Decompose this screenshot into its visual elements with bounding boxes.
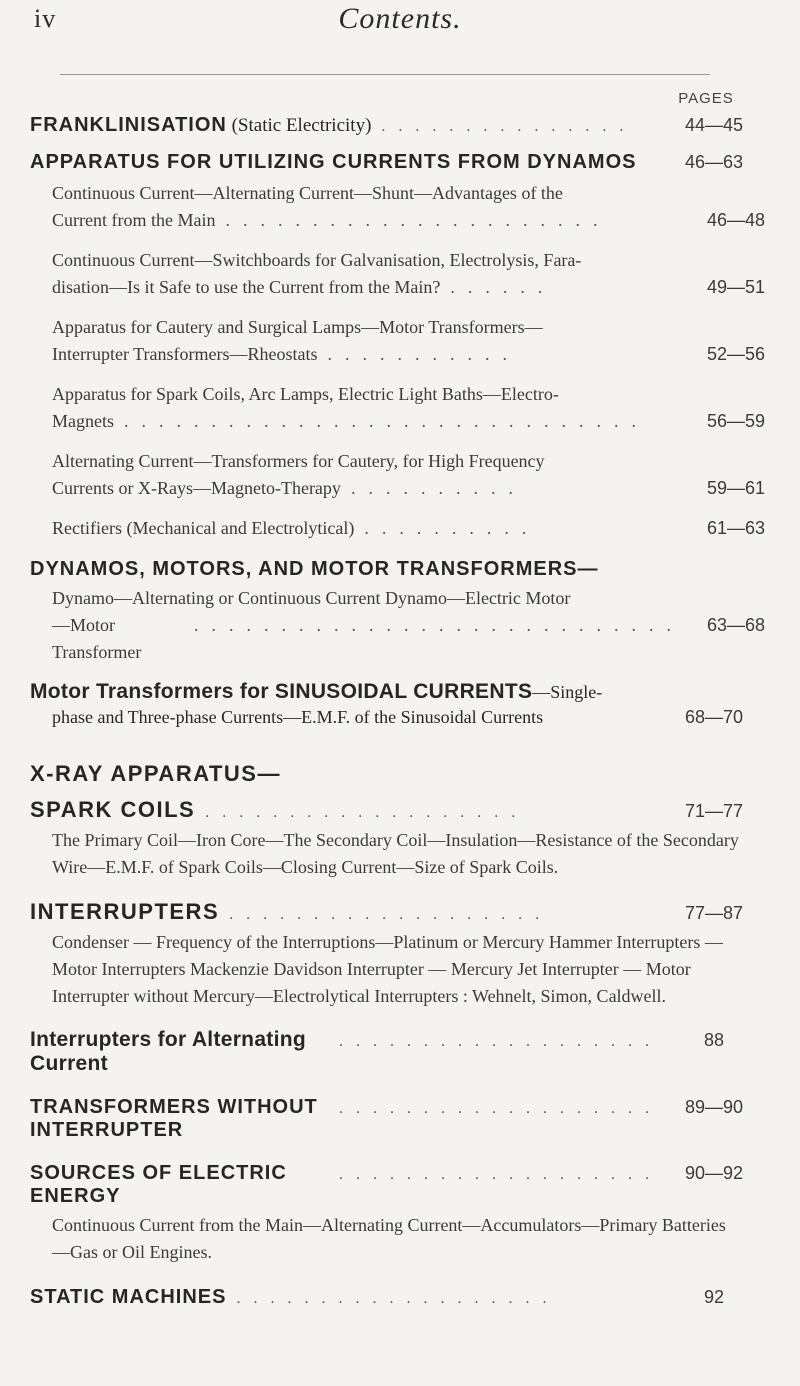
table-of-contents — [30, 114, 766, 1309]
entry-pages: 52—56 — [706, 344, 766, 364]
toc-entry-interrupters-alternating — [30, 1028, 766, 1076]
entry-text: Apparatus for Cautery and Surgical Lamps—Motor Transformers— — [52, 317, 543, 337]
toc-entry-franklinisation — [30, 114, 766, 137]
toc-entry-sources — [30, 1162, 766, 1208]
dot-leader: ................... — [229, 906, 553, 923]
entry-title: INTERRUPTERS — [30, 899, 220, 924]
entry-pages: 56—59 — [706, 411, 766, 431]
dot-leader: ...... — [450, 277, 556, 297]
entry-text: Interrupter Transformers—Rheostats — [52, 344, 318, 364]
entry-title: Interrupters for Alternating Current — [30, 1028, 306, 1075]
dot-leader: ................... — [339, 1033, 662, 1050]
toc-subentry: Condenser — Frequency of the Interruptions—Platinum or Mercury Hammer Interrupters — Motor Interrupters Mackenzie Davidson Interrupter — Mercury Jet Interrupter — Motor Interrupter without Mercury—Electrolytical Interrupters : Wehnelt, Simon, Caldwell. — [52, 932, 723, 1006]
dot-leader: ................... — [205, 804, 529, 821]
toc-entry-apparatus-dynamos — [30, 151, 766, 174]
dot-leader: ................... — [236, 1290, 560, 1307]
entry-pages: 90—92 — [684, 1163, 744, 1183]
entry-pages: 89—90 — [684, 1097, 744, 1117]
dot-leader: .......... — [350, 478, 526, 498]
entry-pages: 92 — [703, 1287, 725, 1307]
entry-pages: 59—61 — [706, 478, 766, 498]
entry-text: phase and Three-phase Currents—E.M.F. of the Sinusoidal Currents — [52, 707, 544, 727]
entry-pages: 63—68 — [706, 615, 766, 635]
entry-pages: 71—77 — [684, 801, 744, 821]
dot-leader: ............... — [381, 118, 637, 135]
dot-leader: .............................. — [124, 411, 649, 431]
entry-pages: 46—63 — [684, 152, 744, 172]
toc-entry-sinusoidal — [30, 680, 766, 731]
toc-subentry — [52, 515, 766, 542]
toc-subentry — [52, 448, 766, 502]
entry-text: Continuous Current—Alternating Current—Shunt—Advantages of the — [52, 183, 563, 203]
entry-text: Currents or X-Rays—Magneto-Therapy — [52, 478, 341, 498]
entry-text: —Motor Transformer — [52, 615, 142, 662]
toc-subentry: Continuous Current from the Main—Alternating Current—Accumulators—Primary Batteries—Gas or Oil Engines. — [52, 1215, 726, 1262]
entry-pages: 77—87 — [684, 903, 744, 923]
toc-subentry — [52, 381, 766, 435]
dot-leader: ............................ — [194, 615, 684, 635]
entry-title: SPARK COILS — [30, 797, 196, 822]
entry-text: disation—Is it Safe to use the Current from the Main? — [52, 277, 441, 297]
entry-pages: 46—48 — [706, 210, 766, 230]
dot-leader: ................... — [339, 1166, 662, 1183]
toc-subentry — [52, 247, 766, 301]
toc-subentry — [52, 314, 766, 368]
entry-pages: 68—70 — [684, 707, 744, 727]
entry-title: DYNAMOS, MOTORS, AND MOTOR TRANSFORMERS— — [30, 558, 599, 580]
toc-entry-spark-coils — [30, 797, 766, 823]
entry-title: Motor Transformers for SINUSOIDAL CURRENTS—Single- — [30, 680, 603, 703]
toc-entry-transformers — [30, 1096, 766, 1142]
dot-leader: ...................... — [225, 210, 611, 230]
entry-title: X-RAY APPARATUS— — [30, 761, 281, 786]
entry-title: TRANSFORMERS WITHOUT INTERRUPTER — [30, 1096, 318, 1141]
dot-leader: ................... — [339, 1100, 662, 1117]
entry-text: Current from the Main — [52, 210, 216, 230]
entry-pages: 88 — [703, 1030, 725, 1050]
toc-subentry — [52, 180, 766, 234]
entry-title: APPARATUS FOR UTILIZING CURRENTS FROM DYNAMOS — [30, 151, 637, 173]
entry-text: Apparatus for Spark Coils, Arc Lamps, Electric Light Baths—Electro- — [52, 384, 559, 404]
page-number: iv — [34, 4, 57, 33]
header-rule — [60, 74, 710, 75]
toc-entry-dynamos — [30, 558, 766, 581]
pages-column-header: PAGES — [678, 90, 734, 107]
toc-entry-interrupters — [30, 899, 766, 925]
toc-subentry: The Primary Coil—Iron Core—The Secondary Coil—Insulation—Resistance of the Secondary Wire—E.M.F. of Spark Coils—Closing Current—Size of Spark Coils. — [52, 830, 739, 877]
entry-text: Continuous Current—Switchboards for Galvanisation, Electrolysis, Fara- — [52, 250, 582, 270]
dot-leader: .......... — [364, 518, 540, 538]
entry-title: SOURCES OF ELECTRIC ENERGY — [30, 1162, 287, 1207]
entry-title: FRANKLINISATION (Static Electricity) — [30, 114, 372, 136]
running-title: Contents. — [338, 2, 462, 35]
dot-leader: ........... — [327, 344, 520, 364]
entry-text: Magnets — [52, 411, 114, 431]
toc-entry-xray — [30, 761, 766, 787]
toc-subentry — [52, 585, 766, 666]
entry-pages: 49—51 — [706, 277, 766, 297]
entry-text: Alternating Current—Transformers for Cautery, for High Frequency — [52, 451, 545, 471]
entry-text: Rectifiers (Mechanical and Electrolytical) — [52, 518, 355, 538]
entry-pages: 44—45 — [684, 115, 744, 135]
entry-pages: 61—63 — [706, 518, 766, 538]
entry-title: STATIC MACHINES — [30, 1286, 227, 1308]
entry-text: Dynamo—Alternating or Continuous Current Dynamo—Electric Motor — [52, 588, 571, 608]
toc-entry-static-machines — [30, 1286, 766, 1309]
